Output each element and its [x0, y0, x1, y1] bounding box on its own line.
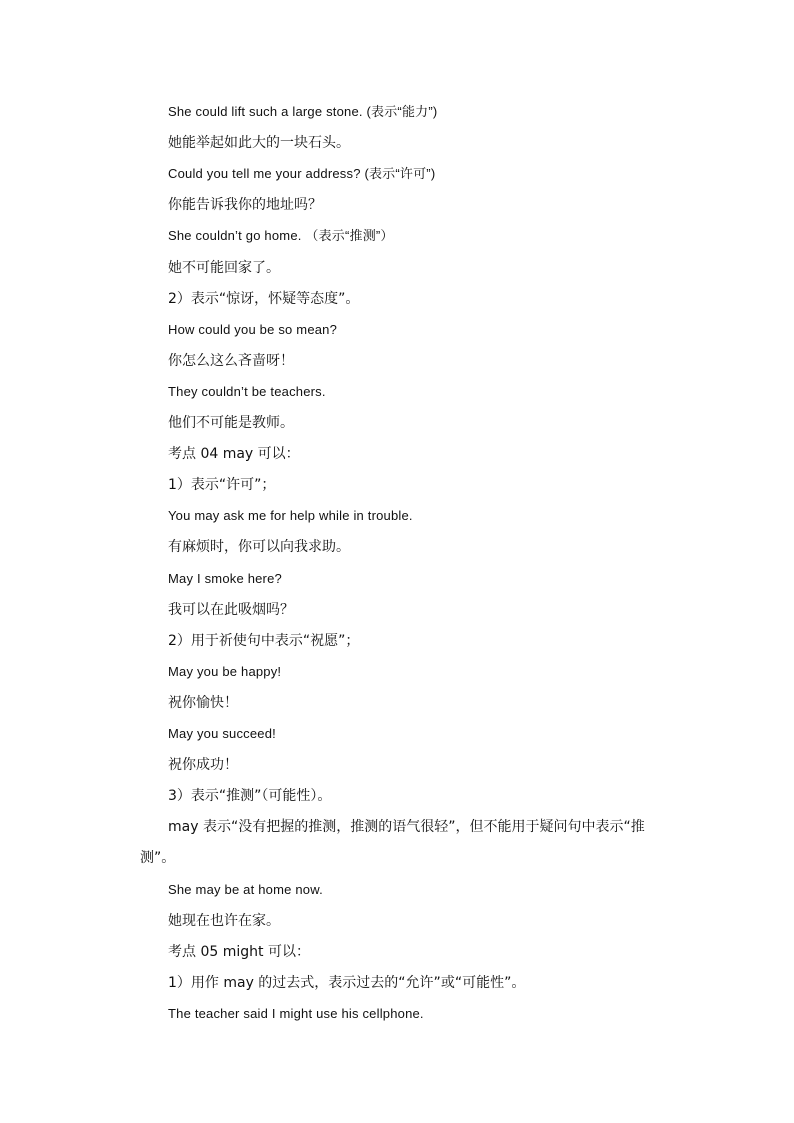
- chinese-text-line: 我可以在此吸烟吗？: [168, 601, 294, 618]
- english-example-line: You may ask me for help while in trouble.: [168, 508, 413, 524]
- chinese-text-line: 他们不可能是教师。: [168, 415, 294, 431]
- english-example-line: May you succeed!: [168, 726, 276, 741]
- english-example-line: May you be happy!: [168, 663, 282, 679]
- chinese-text-line: 你能告诉我你的地址吗？: [168, 197, 322, 214]
- chinese-text-line: 2）用于祈使句中表示“祝愿”；: [168, 632, 360, 649]
- chinese-text-line: 祝你成功！: [168, 757, 238, 774]
- english-example-line: She may be at home now.: [168, 881, 323, 897]
- chinese-text-line: 她能举起如此大的一块石头。: [168, 135, 350, 152]
- english-example-line: May I smoke here?: [168, 570, 282, 586]
- chinese-text-line: 1）表示“许可”；: [168, 477, 276, 494]
- english-example-line: She could lift such a large stone. (表示“能力”): [168, 104, 438, 119]
- explanation-paragraph: may 表示“没有把握的推测，推测的语气很轻”，但不能用于疑问句中表示“推测”。: [140, 819, 645, 867]
- english-example-line: How could you be so mean?: [168, 321, 338, 337]
- chinese-text-line: 1）用作 may 的过去式，表示过去的“允许”或“可能性”。: [168, 974, 526, 991]
- chinese-text-line: 2）表示“惊讶，怀疑等态度”。: [168, 290, 360, 307]
- english-example-line: The teacher said I might use his cellphone.: [168, 1005, 424, 1021]
- english-example-line: They couldn’t be teachers.: [168, 383, 326, 399]
- english-example-line: Could you tell me your address? (表示“许可”): [168, 166, 436, 182]
- chinese-text-line: 你怎么这么吝啬呀！: [168, 352, 294, 369]
- chinese-text-line: 她现在也许在家。: [168, 912, 280, 929]
- chinese-text-line: 祝你愉快！: [168, 694, 238, 711]
- chinese-text-line: 3）表示“推测”（可能性）。: [168, 788, 332, 805]
- english-example-line: She couldn’t go home. （表示“推测”）: [168, 228, 394, 244]
- chinese-text-line: 有麻烦时，你可以向我求助。: [168, 539, 350, 556]
- chinese-text-line: 她不可能回家了。: [168, 259, 280, 276]
- chinese-text-line: 考点 04 may 可以：: [168, 446, 300, 463]
- chinese-text-line: 考点 05 might 可以：: [168, 943, 310, 960]
